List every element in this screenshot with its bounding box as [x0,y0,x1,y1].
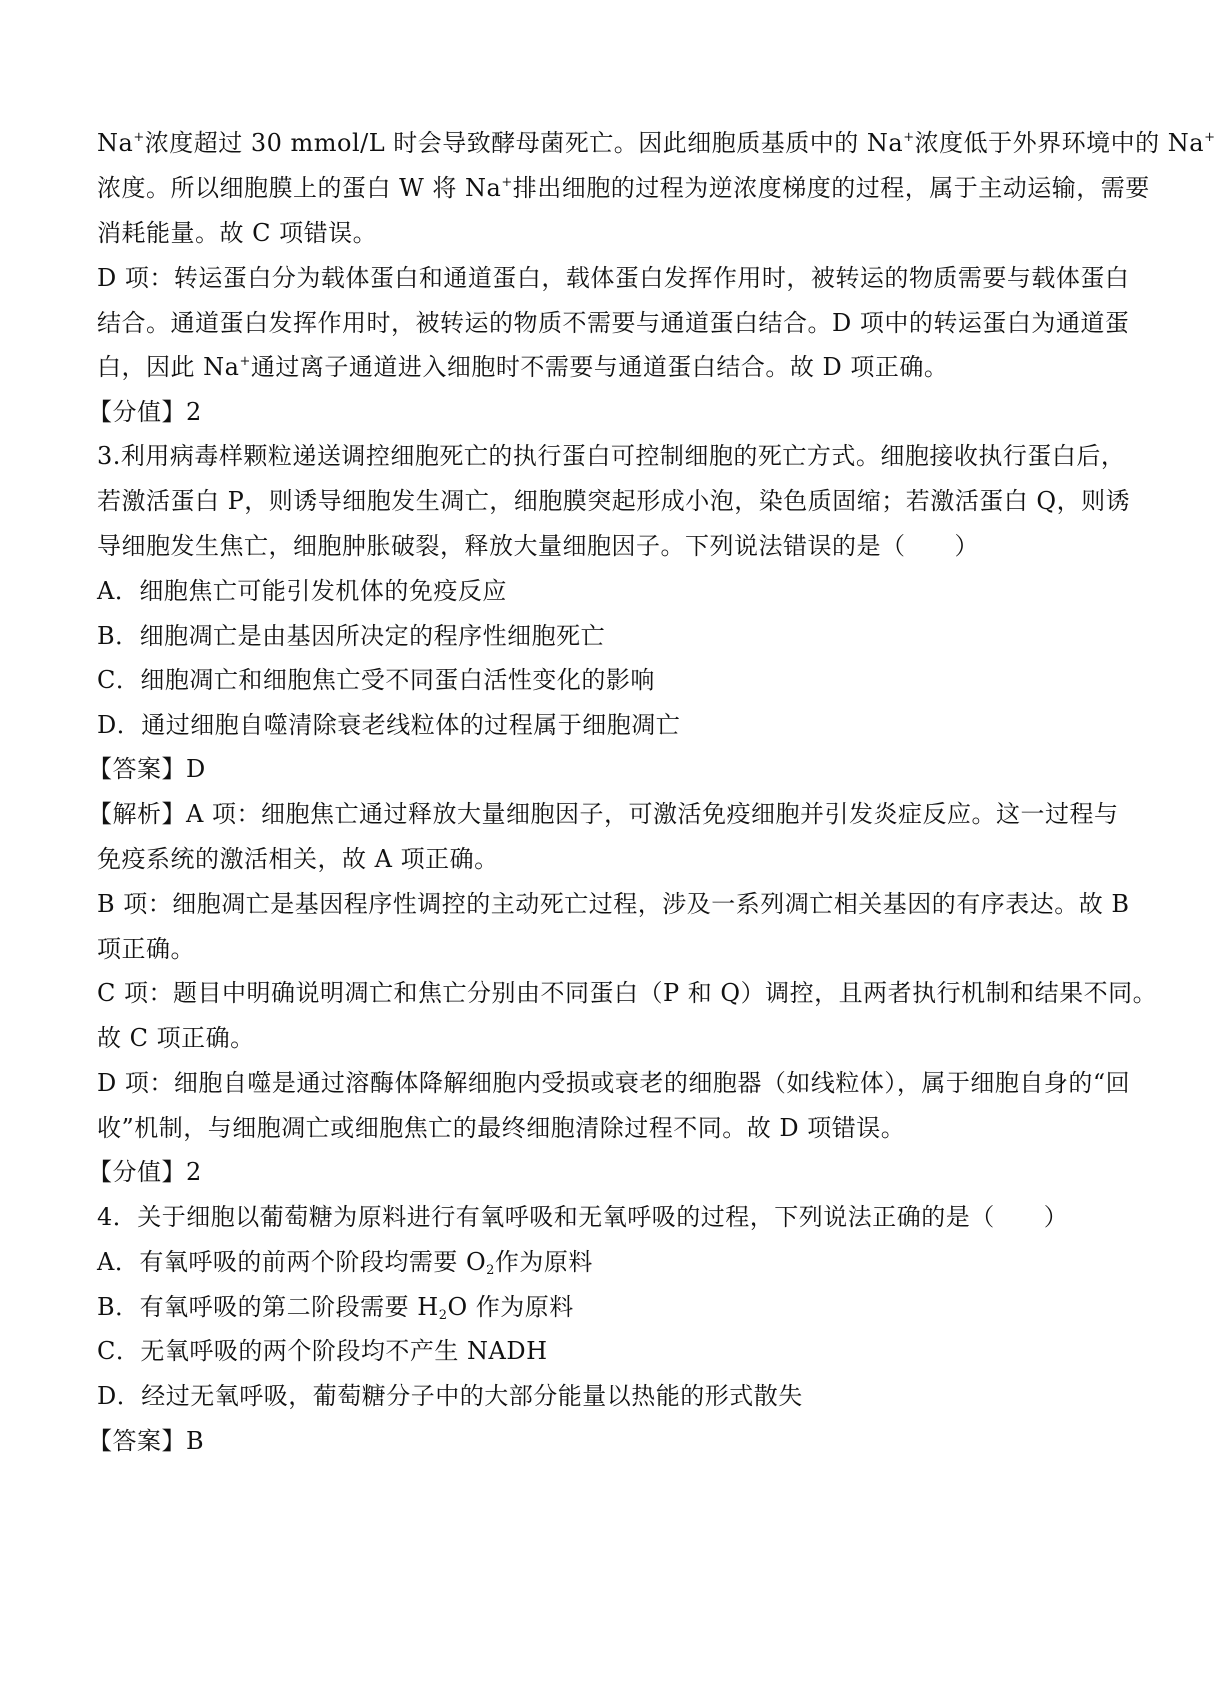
explanation-line: D 项：细胞自噬是通过溶酶体降解细胞内受损或衰老的细胞器（如线粒体），属于细胞自身的“回 [97,1069,1131,1097]
option-c: C．无氧呼吸的两个阶段均不产生 NADH [97,1337,548,1365]
text-line: 浓度。所以细胞膜上的蛋白 W 将 Na+排出细胞的过程为逆浓度梯度的过程，属于主动运输，需要 [97,174,1150,202]
answer-label: 【答案】D [88,755,206,783]
text-line: D 项：转运蛋白分为载体蛋白和通道蛋白，载体蛋白发挥作用时，被转运的物质需要与载体蛋白 [97,264,1130,292]
explanation-line: B 项：细胞凋亡是基因程序性调控的主动死亡过程，涉及一系列凋亡相关基因的有序表达。故 B [97,890,1130,918]
option-d: D．经过无氧呼吸，葡萄糖分子中的大部分能量以热能的形式散失 [97,1382,803,1410]
score-label: 【分值】2 [88,398,202,426]
text-line: 结合。通道蛋白发挥作用时，被转运的物质不需要与通道蛋白结合。D 项中的转运蛋白为通道蛋 [97,309,1130,337]
explanation-line: 免疫系统的激活相关，故 A 项正确。 [97,845,499,873]
text-line: 白，因此 Na+通过离子通道进入细胞时不需要与通道蛋白结合。故 D 项正确。 [97,353,949,381]
question-3-stem: 3.利用病毒样颗粒递送调控细胞死亡的执行蛋白可控制细胞的死亡方式。细胞接收执行蛋白后， [97,442,1126,470]
option-b: B．细胞凋亡是由基因所决定的程序性细胞死亡 [97,622,606,650]
explanation-line: C 项：题目中明确说明凋亡和焦亡分别由不同蛋白（P 和 Q）调控，且两者执行机制和结果不同。 [97,979,1158,1007]
question-3-stem: 若激活蛋白 P，则诱导细胞发生凋亡，细胞膜突起形成小泡，染色质固缩；若激活蛋白 Q，则诱 [97,487,1131,515]
explanation-line: 【解析】A 项：细胞焦亡通过释放大量细胞因子，可激活免疫细胞并引发炎症反应。这一过程与 [88,800,1119,828]
option-c: C．细胞凋亡和细胞焦亡受不同蛋白活性变化的影响 [97,666,655,694]
question-4-stem: 4．关于细胞以葡萄糖为原料进行有氧呼吸和无氧呼吸的过程，下列说法正确的是（ ） [97,1203,1069,1231]
option-b: B．有氧呼吸的第二阶段需要 $H_2O$ 作为原料 [97,1293,574,1323]
question-3-stem: 导细胞发生焦亡，细胞肿胀破裂，释放大量细胞因子。下列说法错误的是（ ） [97,532,979,560]
explanation-line: 收”机制，与细胞凋亡或细胞焦亡的最终细胞清除过程不同。故 D 项错误。 [97,1114,906,1142]
text-line: Na+浓度超过 30 mmol/L 时会导致酵母菌死亡。因此细胞质基质中的 Na+浓度低于外界环境中的 Na+ [97,129,1216,157]
text-line: 消耗能量。故 C 项错误。 [97,219,378,247]
option-a: A．有氧呼吸的前两个阶段均需要 $O_2$作为原料 [97,1248,593,1278]
explanation-line: 项正确。 [97,935,195,963]
explanation-line: 故 C 项正确。 [97,1024,255,1052]
answer-label: 【答案】B [88,1427,205,1455]
option-a: A．细胞焦亡可能引发机体的免疫反应 [97,577,507,605]
score-label: 【分值】2 [88,1158,202,1186]
option-d: D．通过细胞自噬清除衰老线粒体的过程属于细胞凋亡 [97,711,681,739]
